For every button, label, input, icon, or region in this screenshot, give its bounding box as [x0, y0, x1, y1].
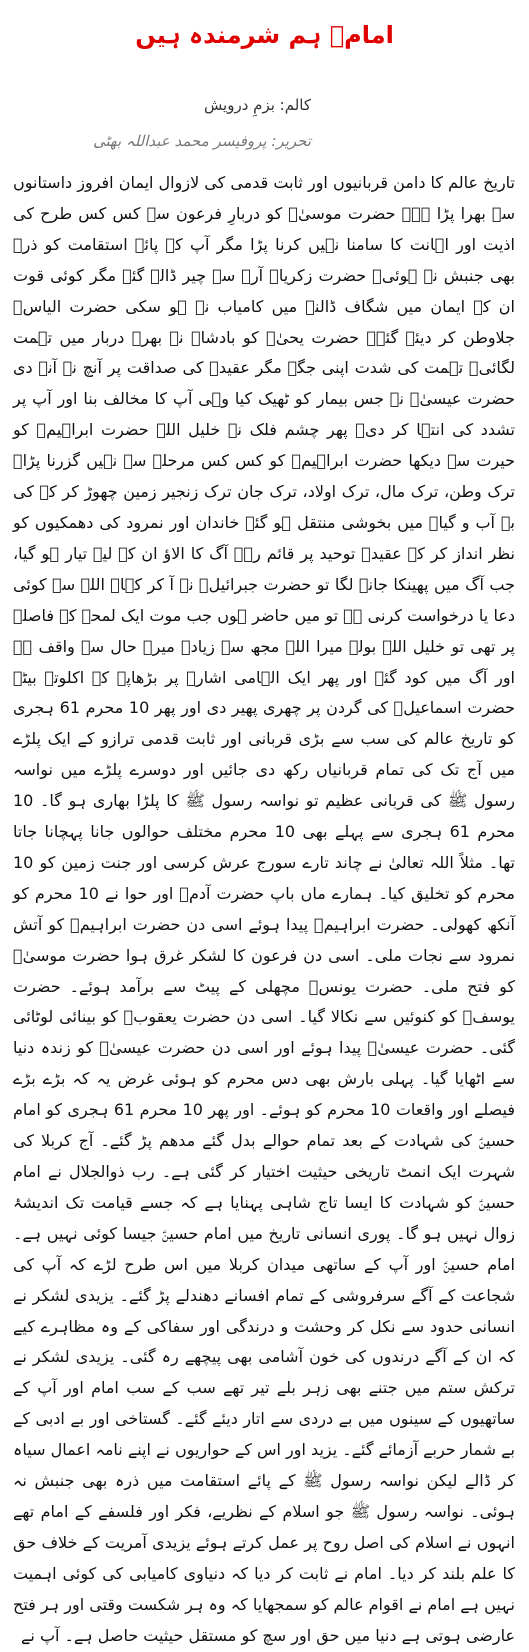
article-body: تاریخ عالم کا دامن قربانیوں اور ثابت قدمی کی لازوال ایمان افروز داستانوں سے بھرا پڑا ہے۔ حضرت موسیٰؑ کو دربارِ فرعون سے کس کس طرح کی اذیت اور اہانت کا سامنا نہیں کرنا پڑا مگر آپ کے پائے استقامت کو ذرہ بھی جنبش نہ ہوئی۔ حضرت زکریاؑ آرے سے چیر ڈالے گئے مگر کوئی قوت ان کے ایمان میں شگاف ڈالنے میں کامیاب نہ ہو سکی حضرت الیاسؑ جلاوطن کر دیئے گئے۔ حضرت یحیٰؑ کو بادشاہ نے بھرے دربار میں تہمت لگائی۔ تہمت کی شدت اپنی جگہ مگر عقیدے کی صداقت پر آنچ نہ آنے دی حضرت عیسیٰؑ نے جس بیمار کو ٹھیک کیا وہی آپ کا مخالف بنا اور آپ پر تشدد کی انتہا کر دی۔ پھر چشم فلک نے خلیل اللہ حضرت ابراہیمؑ کو حیرت سے دیکھا حضرت ابراہیمؑ کو کس کس مرحلے سے نہیں گزرنا پڑا۔ ترک وطن، ترک مال، ترک اولاد، ترک جان ترک زنجیر زمین چھوڑ کر کے کی بے آب و گیاہ میں بخوشی منتقل ہو گئے خاندان اور نمرود کی دھمکیوں کو نظر انداز کر کے عقیدہ توحید پر قائم رہے آگ کا الاؤ ان کے لیے تیار ہو گیا، جب آگ میں پھینکا جانے لگا تو حضرت جبرائیلؑ نے آ کر کہا۔ اللہ سے کوئی دعا یا درخواست کرنی ہے تو میں حاضر ہوں جب موت ایک لمحے کے فاصلے پر تھی تو خلیل اللہ بولے میرا اللہ مجھ سے زیادہ میرے حال سے واقف ہے اور آگ میں کود گئے اور پھر ایک الہامی اشارے پر بڑھاپے کے اکلوتے بیٹے حضرت اسماعیلؑ کی گردن پر چھری پھیر دی اور پھر 10 محرم 61 ہجری کو تاریخ عالم کی سب سے بڑی قربانی اور ثابت قدمی ترازو کے ایک پلڑے میں آج تک کی تمام قربانیاں رکھ دی جائیں اور دوسرے پلڑے میں نواسہ رسول ﷺ کی قربانی عظیم تو نواسہ رسول ﷺ کا پلڑا بھاری ہو گا۔ 10 محرم 61 ہجری سے پہلے بھی 10 محرم مختلف حوالوں جانا پہچانا جاتا تھا۔ مثلاً اللہ تعالیٰ نے چاند تارے سورج عرش کرسی اور جنت زمین کو 10 محرم کو تخلیق کیا۔ ہمارے ماں باپ حضرت آدمؑ اور حوا نے 10 محرم کو آنکھ کھولی۔ حضرت ابراہیمؑ پیدا ہوئے اسی دن حضرت ابراہیمؑ کو آتش نمرود سے نجات ملی۔ اسی دن فرعون کا لشکر غرق ہوا حضرت موسیٰؑ کو فتح ملی۔ حضرت یونسؑ مچھلی کے پیٹ سے برآمد ہوئے۔ حضرت یوسفؑ کو کنوئیں سے نکالا گیا۔ اسی دن حضرت یعقوبؑ کو بینائی لوٹائی گئی۔ حضرت عیسیٰؑ پیدا ہوئے اور اسی دن حضرت عیسیٰؑ کو زندہ دنیا سے اٹھایا گیا۔ پہلی بارش بھی دس محرم کو ہوئی غرض یہ کہ بڑے بڑے فیصلے اور واقعات 10 محرم کو ہوئے۔ اور پھر 10 محرم 61 ہجری کو امام حسینؑ کی شہادت کے بعد تمام حوالے بدل گئے مدھم پڑ گئے۔ آج کربلا کی شہرت ایک انمٹ تاریخی حیثیت اختیار کر گئی ہے۔ رب ذوالجلال نے امام حسینؑ کو شہادت کا ایسا تاج شاہی پہنایا ہے کہ جسے قیامت تک اندیشۂ زوال نہیں ہو گا۔ پوری انسانی تاریخ میں امام حسینؑ جیسا کوئی نہیں ہے۔ امام حسینؑ اور آپ کے ساتھی میدان کربلا میں اس طرح لڑے کہ آپ کی شجاعت کے آگے سرفروشی کے تمام افسانے دھندلے پڑ گئے۔ یزیدی لشکر نے انسانی حدود سے نکل کر وحشت و درندگی اور سفاکی کے وہ مظاہرے کیے کہ ان کے آگے درندوں کی خون آشامی بھی پیچھے رہ گئی۔ یزیدی لشکر نے ترکش ستم میں جتنے بھی زہر بلے تیر تھے سب کے سب امام اور آپ کے ساتھیوں کے سینوں میں بے دردی سے اتار دیئے گئے۔ گستاخی اور بے ادبی کے بے شمار حربے آزمائے گئے۔ یزید اور اس کے حواریوں نے اپنے نامہ اعمال سیاہ کر ڈالے لیکن نواسہ رسول ﷺ کے پائے استقامت میں ذرہ بھی جنبش نہ ہوئی۔ نواسہ رسول ﷺ جو اسلام کے نظریے، فکر اور فلسفے کے امام تھے انہوں نے اسلام کی اصل روح پر عمل کرتے ہوئے یزیدی آمریت کے خلاف حق کا علم بلند کر دیا۔ امام نے ثابت کر دیا کہ دنیاوی کامیابی کی کوئی اہمیت نہیں ہے امام نے اقوام عالم کو سمجھایا کہ وہ ہر شکست وقتی اور ہر فتح عارضی ہوتی ہے دنیا میں حق اور سچ کو مستقل حیثیت حاصل ہے۔ آپ نے	[13, 173, 516, 1645]
column-name: کالم: بزمِ درویش	[203, 96, 311, 114]
author-byline: تحریر: پروفیسر محمد عبداللہ بھٹی	[93, 132, 311, 150]
article-title: امامؑ ہم شرمندہ ہیں	[135, 21, 394, 49]
